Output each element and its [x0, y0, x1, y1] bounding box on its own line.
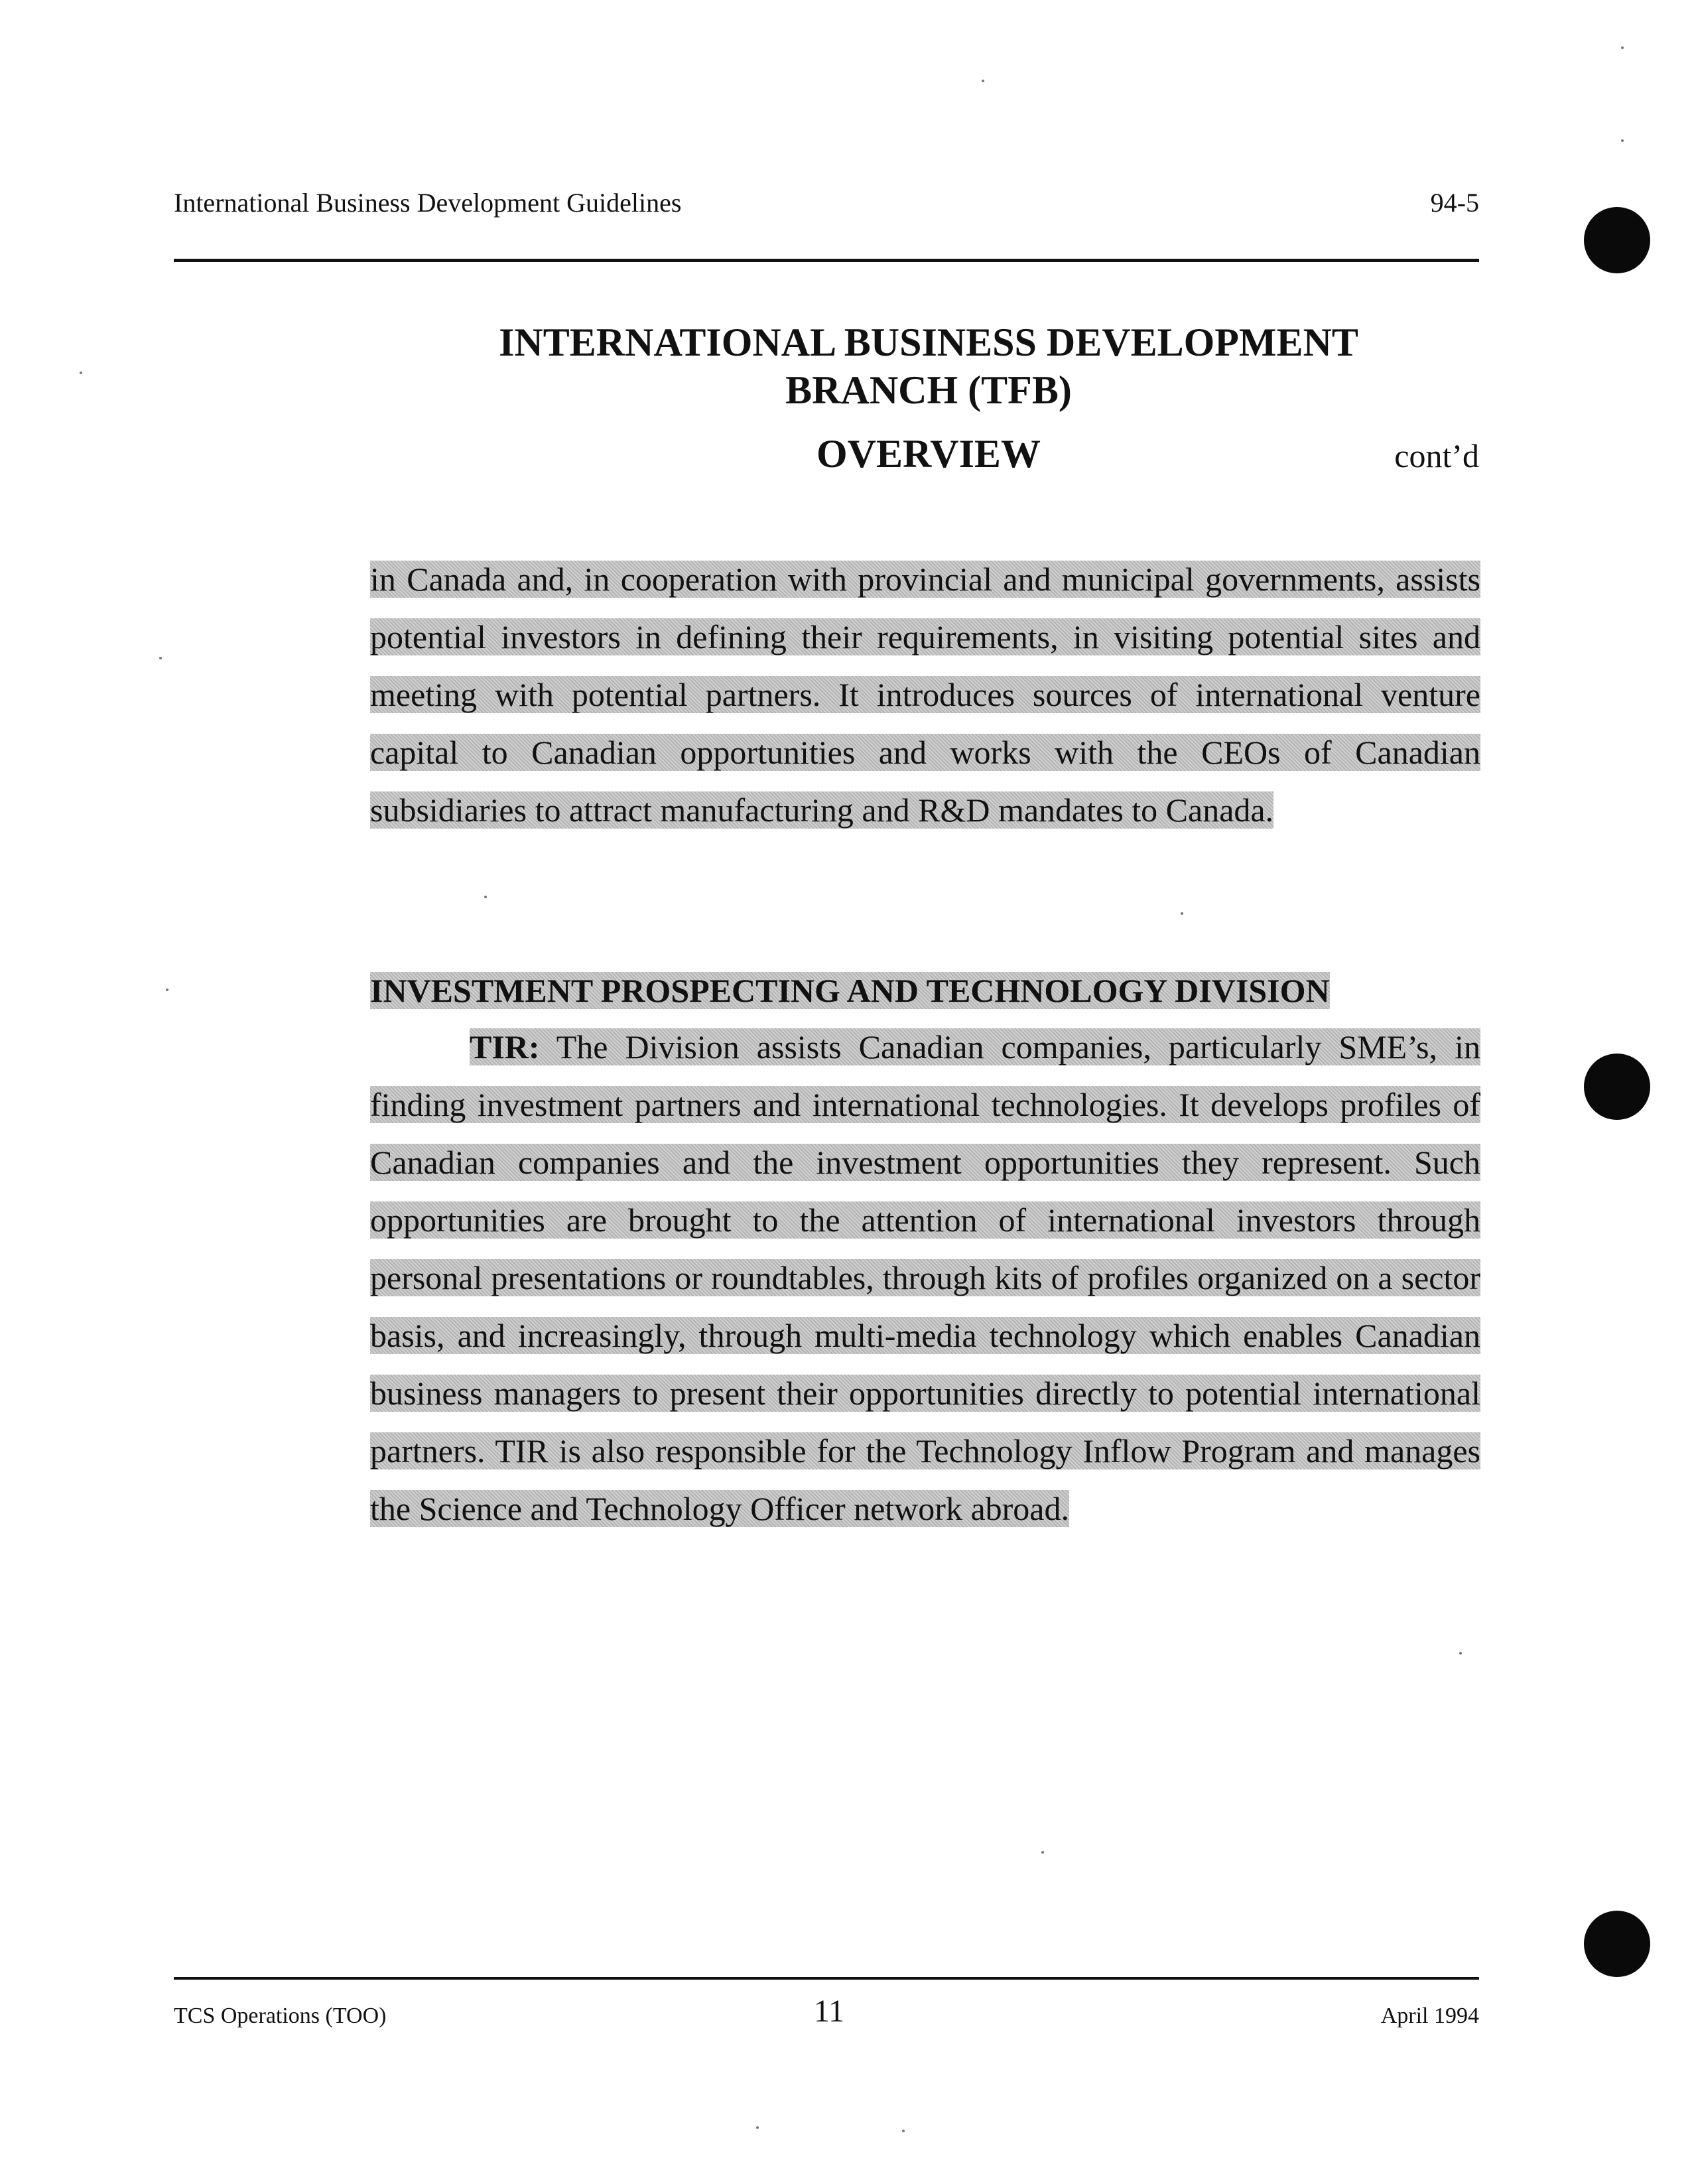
page-number: 11	[813, 1994, 845, 2029]
scan-speck	[1181, 912, 1183, 915]
scan-speck	[80, 372, 82, 374]
scan-speck	[1621, 46, 1624, 49]
scan-speck	[1621, 139, 1624, 142]
binder-hole-top	[1584, 207, 1650, 273]
division-description: The Division assists Canadian companies, particularly SME’s, in finding investment partners and international technologies. It develops profiles of Canadian companies and the investment opportunities they represent. Such opportunities are brought to the attention of international investors through personal presentations or roundtables, through kits of profiles organized on a sector basis, and increasingly, through multi-media technology which enables Canadian business managers to present their opportunities directly to potential international partners. TIR is also responsible for the Technology Inflow Program and manages the Science and Technology Officer network abroad.	[370, 1028, 1480, 1527]
division-heading	[370, 962, 1480, 1020]
binder-hole-bottom	[1584, 1911, 1650, 1977]
header-section-number: 94-5	[1430, 188, 1479, 218]
scan-speck	[159, 657, 162, 659]
division-code-label: TIR:	[470, 1028, 540, 1065]
overview-heading: OVERVIEW	[816, 432, 1041, 476]
scan-speck	[484, 896, 487, 898]
page-title	[398, 318, 1459, 414]
scan-speck	[756, 2126, 759, 2129]
footer-date: April 1994	[1380, 2004, 1479, 2028]
scan-speck	[982, 80, 984, 82]
footer-rule	[174, 1977, 1479, 1980]
title-line-1: INTERNATIONAL BUSINESS DEVELOPMENT	[499, 320, 1358, 364]
division-paragraph	[370, 1018, 1480, 1538]
scan-speck	[1041, 1851, 1044, 1854]
header-document-title: International Business Development Guidelines	[174, 188, 682, 218]
footer-publisher: TCS Operations (TOO)	[174, 2004, 387, 2028]
branch-overview-paragraph	[370, 551, 1480, 839]
header-rule	[174, 259, 1479, 262]
paragraph-1-text: in Canada and, in cooperation with provincial and municipal governments, assists potential investors in defining their requirements, in visiting potential sites and meeting with potential partners. It introduces sources of international venture capital to Canadian opportunities and works with the CEOs of Canadian subsidiaries to attract manufacturing and R&D mandates to Canada.	[370, 561, 1480, 829]
continued-label: cont’d	[1394, 437, 1479, 474]
scan-speck	[1459, 1652, 1462, 1655]
page-header	[174, 187, 1479, 227]
division-heading-text: INVESTMENT PROSPECTING AND TECHNOLOGY DIVISION	[370, 972, 1330, 1009]
scan-speck	[902, 2130, 905, 2132]
scan-speck	[166, 989, 168, 991]
title-line-2: BRANCH (TFB)	[785, 368, 1072, 412]
binder-hole-middle	[1584, 1054, 1650, 1120]
